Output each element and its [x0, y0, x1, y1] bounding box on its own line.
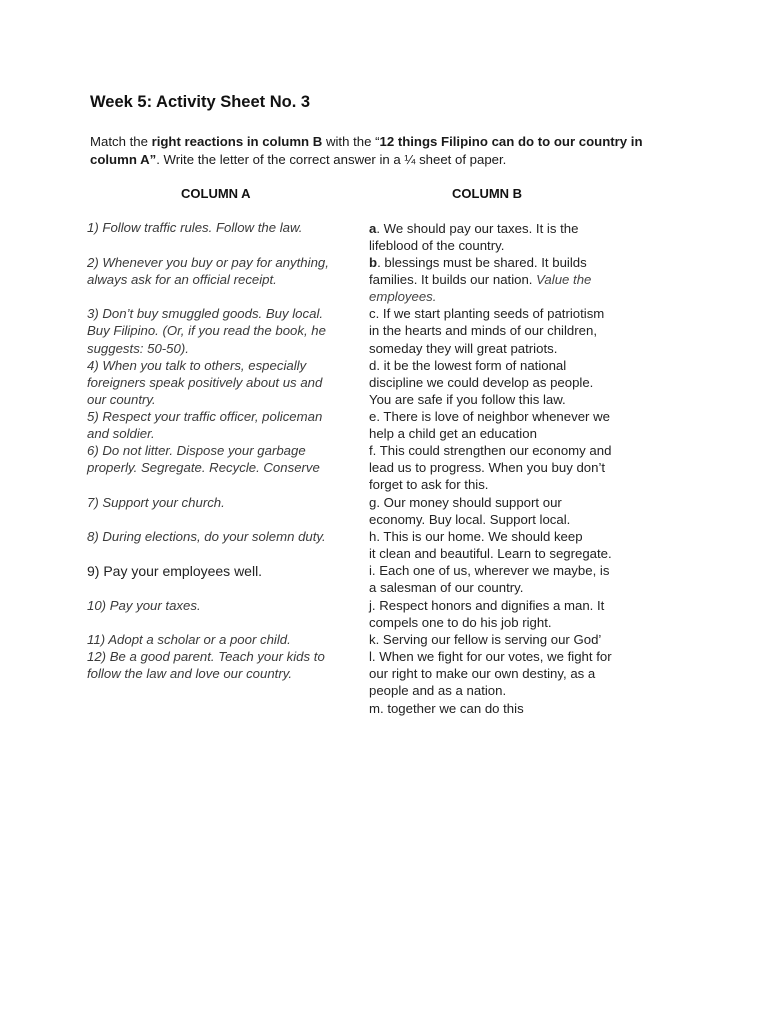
column-b-line: in the hearts and minds of our children,	[369, 323, 597, 338]
column-b-line	[369, 254, 587, 271]
answer-text: . blessings must be shared. It builds	[377, 255, 587, 270]
column-a-line: 2) Whenever you buy or pay for anything,	[87, 255, 329, 270]
answer-letter: a	[369, 221, 377, 236]
column-a-line: 11) Adopt a scholar or a poor child.	[87, 632, 291, 647]
column-b-line: our right to make our own destiny, as a	[369, 666, 596, 681]
column-b-line: h. This is our home. We should keep	[369, 529, 583, 544]
column-a-line: our country.	[87, 392, 156, 407]
column-a-line: 8) During elections, do your solemn duty.	[87, 529, 326, 544]
column-b-line	[369, 271, 591, 288]
column-b-line: compels one to do his job right.	[369, 615, 552, 630]
instructions-bold-1: right reactions in column B	[151, 134, 323, 149]
column-b-line: people and as a nation.	[369, 683, 507, 698]
column-b-line	[369, 220, 578, 237]
instructions	[90, 133, 650, 168]
column-b-line: j. Respect honors and dignifies a man. It	[369, 598, 605, 613]
column-b-line: it clean and beautiful. Learn to segregate.	[369, 546, 612, 561]
column-b-line: e. There is love of neighbor whenever we	[369, 409, 610, 424]
column-a-line: 1) Follow traffic rules. Follow the law.	[87, 220, 303, 235]
column-b-line: k. Serving our fellow is serving our God’	[369, 632, 602, 647]
page-title: Week 5: Activity Sheet No. 3	[90, 93, 311, 111]
column-b-line: i. Each one of us, wherever we maybe, is	[369, 563, 610, 578]
column-a-line: and soldier.	[87, 426, 155, 441]
column-a-line: 6) Do not litter. Dispose your garbage	[87, 443, 306, 458]
column-b-line: forget to ask for this.	[369, 477, 489, 492]
column-a-line: foreigners speak positively about us and	[87, 375, 323, 390]
column-b-heading: COLUMN B	[452, 186, 523, 201]
answer-text: . We should pay our taxes. It is the	[376, 221, 579, 236]
column-b-line: f. This could strengthen our economy and	[369, 443, 612, 458]
column-b-line: lead us to progress. When you buy don’t	[369, 460, 606, 475]
column-a-line: always ask for an official receipt.	[87, 272, 277, 287]
column-a-line: 10) Pay your taxes.	[87, 598, 201, 613]
column-b-line: a salesman of our country.	[369, 580, 524, 595]
column-b-line: g. Our money should support our	[369, 495, 562, 510]
column-a-line: 5) Respect your traffic officer, policeman	[87, 409, 323, 424]
column-a-line: properly. Segregate. Recycle. Conserve	[87, 460, 320, 475]
instructions-text-2: with the “	[322, 134, 380, 149]
column-b-line	[369, 288, 436, 305]
column-b-line: economy. Buy local. Support local.	[369, 512, 571, 527]
column-b-line: someday they will great patriots.	[369, 341, 558, 356]
column-a-line: 7) Support your church.	[87, 495, 225, 510]
column-a-line: Buy Filipino. (Or, if you read the book, he	[87, 323, 326, 338]
column-a-line: 12) Be a good parent. Teach your kids to	[87, 649, 325, 664]
column-b-line: lifeblood of the country.	[369, 238, 505, 253]
answer-text: families. It builds our nation.	[369, 272, 537, 287]
column-a-line: 9) Pay your employees well.	[87, 563, 263, 579]
column-b-line: m. together we can do this	[369, 701, 524, 716]
instructions-text-3: . Write the letter of the correct answer in a ¼ sheet of paper.	[156, 151, 507, 167]
column-b-line: d. it be the lowest form of national	[369, 358, 567, 373]
column-a-line: follow the law and love our country.	[87, 666, 293, 681]
column-a-line: 3) Don’t buy smuggled goods. Buy local.	[87, 306, 324, 321]
column-b-line: discipline we could develop as people.	[369, 375, 594, 390]
column-b-line: c. If we start planting seeds of patriotism	[369, 306, 605, 321]
column-b-line: You are safe if you follow this law.	[369, 392, 566, 407]
answer-letter: b	[369, 255, 378, 270]
column-a-line: suggests: 50-50).	[87, 341, 189, 356]
column-b-line: help a child get an education	[369, 426, 537, 441]
column-b-line: l. When we fight for our votes, we fight for	[369, 649, 612, 664]
instructions-bold-2: 12 things Filipino can do to our country in column A”	[90, 134, 643, 167]
answer-text-italic: Value the	[536, 272, 592, 287]
column-a-line: 4) When you talk to others, especially	[87, 358, 307, 373]
answer-text-italic: employees.	[369, 289, 437, 304]
instructions-text-1: Match the	[90, 134, 152, 149]
column-a-heading: COLUMN A	[181, 186, 251, 201]
